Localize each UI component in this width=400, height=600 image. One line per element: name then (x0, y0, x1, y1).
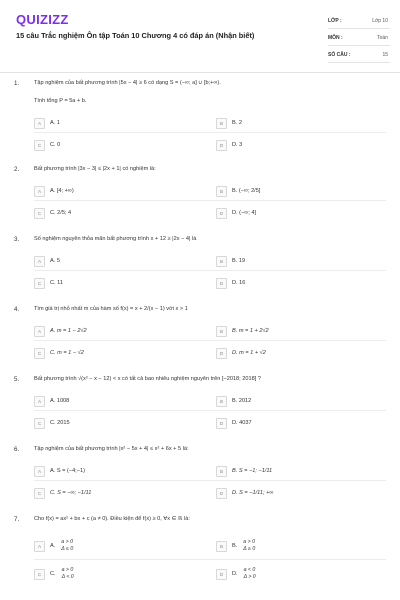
option-letter: D (216, 348, 227, 359)
option-letter: B (216, 118, 227, 129)
option-text: D. 3 (232, 142, 243, 148)
option-c[interactable] (34, 564, 74, 584)
divider (34, 340, 386, 341)
option-a[interactable] (34, 184, 74, 198)
option-letter: A (34, 118, 45, 129)
option-text: C. 0 (50, 142, 61, 148)
condition-line: Δ ≤ 0 (61, 546, 74, 552)
option-text: C. m = 1 − √2 (50, 350, 84, 356)
option-text: B. 2 (232, 120, 242, 126)
option-c[interactable] (34, 276, 63, 290)
header (0, 0, 400, 73)
question-text: Tập nghiệm của bất phương trình |x² − 5x + 4| ≤ x² + 6x + 5 là: (34, 446, 189, 452)
option-b[interactable] (216, 254, 245, 268)
option-letter: C (34, 278, 45, 289)
option-letter: B (216, 466, 227, 477)
option-letter: C (34, 208, 45, 219)
question-text: Tập nghiệm của bất phương trình |5x − 4| ≥ 6 có dạng S = (−∞; a] ∪ [b;+∞). (34, 80, 221, 86)
option-b[interactable] (216, 536, 255, 556)
option-a[interactable] (34, 116, 60, 130)
option-d[interactable] (216, 206, 256, 220)
option-letter: D (216, 488, 227, 499)
option-condition-stack (62, 567, 74, 581)
option-d[interactable] (216, 276, 245, 290)
meta-row-subject (328, 31, 390, 46)
option-d[interactable] (216, 416, 252, 430)
question-text: Tìm giá trị nhỏ nhất m của hàm số f(x) = x + 2/(x − 1) với x > 1 (34, 306, 188, 312)
quizizz-logo[interactable]: QUIZIZZ (16, 12, 69, 27)
option-letter: B (216, 256, 227, 267)
option-text: C. 2/5; 4 (50, 210, 72, 216)
option-a[interactable] (34, 254, 60, 268)
option-text: A. m = 1 − 2√2 (50, 328, 87, 334)
option-text: A. 1 (50, 120, 60, 126)
option-b[interactable] (216, 116, 242, 130)
meta-label: LỚP : (328, 18, 342, 24)
option-c[interactable] (34, 206, 71, 220)
condition-line: a > 0 (243, 539, 255, 546)
option-letter: D (216, 278, 227, 289)
option-d[interactable] (216, 138, 242, 152)
question-number: 4. (14, 306, 20, 313)
option-letter: A (34, 326, 45, 337)
option-text: B. 19 (232, 258, 246, 264)
option-a[interactable] (34, 324, 87, 338)
option-letter: D (216, 140, 227, 151)
question-text: Cho f(x) = ax² + bx + c (a ≠ 0). Điều kiện để f(x) ≥ 0, ∀x ∈ ℝ là: (34, 516, 190, 522)
meta-label: SỐ CÂU : (328, 52, 351, 58)
option-text: D. (−∞; 4] (232, 210, 257, 216)
option-letter: C (34, 418, 45, 429)
option-text: B. (232, 543, 238, 549)
option-a[interactable] (34, 536, 73, 556)
meta-table (328, 14, 390, 65)
option-b[interactable] (216, 324, 269, 338)
divider (34, 559, 386, 560)
option-letter: C (34, 488, 45, 499)
condition-line: Δ ≥ 0 (243, 546, 256, 552)
option-letter: B (216, 396, 227, 407)
question-text: Bất phương trình √(x² − x − 12) < x có tất cả bao nhiêu nghiệm nguyên trên [−2018; 2018] ? (34, 376, 261, 382)
question-number: 7. (14, 516, 20, 523)
option-letter: C (34, 140, 45, 151)
option-text: B. (−∞; 2/5] (232, 188, 261, 194)
option-letter: A (34, 396, 45, 407)
option-letter: B (216, 326, 227, 337)
condition-line: a > 0 (61, 539, 73, 546)
option-text: B. m = 1 + 2√2 (232, 328, 269, 334)
question-number: 6. (14, 446, 20, 453)
option-b[interactable] (216, 184, 260, 198)
option-text: B. S = −1; −1/11 (232, 468, 273, 474)
divider (34, 270, 386, 271)
option-a[interactable] (34, 464, 85, 478)
question-text: Bất phương trình |3x − 3| ≤ |2x + 1| có nghiệm là: (34, 166, 156, 172)
condition-line: a < 0 (243, 567, 256, 574)
option-letter: D (216, 569, 227, 580)
option-letter: A (34, 541, 45, 552)
meta-row-class (328, 14, 390, 29)
meta-label: MÔN : (328, 35, 343, 41)
option-letter: A (34, 466, 45, 477)
option-d[interactable] (216, 564, 256, 584)
divider (34, 200, 386, 201)
option-text: D. m = 1 + √2 (232, 350, 266, 356)
option-letter: C (34, 348, 45, 359)
question-number: 2. (14, 166, 20, 173)
option-text: A. 5 (50, 258, 60, 264)
question-number: 3. (14, 236, 20, 243)
option-letter: B (216, 186, 227, 197)
option-text: A. (50, 543, 56, 549)
option-letter: D (216, 208, 227, 219)
option-text: D. S = −1/11; +∞ (232, 490, 274, 496)
option-d[interactable] (216, 346, 266, 360)
question-number: 1. (14, 80, 20, 87)
option-letter: B (216, 541, 227, 552)
option-c[interactable] (34, 486, 91, 500)
option-c[interactable] (34, 416, 70, 430)
option-letter: C (34, 569, 45, 580)
option-text: D. 16 (232, 280, 246, 286)
option-text: A. [4; +∞) (50, 188, 74, 194)
option-text: C. S = −∞; −1/11 (50, 490, 92, 496)
meta-row-count (328, 48, 390, 63)
option-condition-stack (244, 567, 256, 581)
option-b[interactable] (216, 394, 251, 408)
option-text: A. 1008 (50, 398, 70, 404)
condition-line: Δ > 0 (243, 574, 256, 580)
option-letter: A (34, 186, 45, 197)
option-text: C. 2015 (50, 420, 70, 426)
question-subtext: Tính tổng P = 5a + b. (34, 98, 87, 104)
condition-line: Δ < 0 (61, 574, 74, 580)
question-number: 5. (14, 376, 20, 383)
option-c[interactable] (34, 346, 84, 360)
option-letter: D (216, 418, 227, 429)
meta-value: Toán (377, 35, 388, 41)
option-text: D. 4037 (232, 420, 252, 426)
meta-value: 15 (382, 52, 388, 58)
option-c[interactable] (34, 138, 60, 152)
question-text: Số nghiệm nguyên thỏa mãn bất phương trình x + 12 ≥ |2x − 4| là (34, 236, 197, 242)
option-text: A. S = (−4;−1) (50, 468, 85, 474)
option-text: D. (232, 571, 238, 577)
divider (34, 132, 386, 133)
option-condition-stack (243, 539, 255, 553)
divider (34, 480, 386, 481)
option-d[interactable] (216, 486, 273, 500)
option-text: C. 11 (50, 280, 63, 286)
option-text: C. (50, 571, 56, 577)
option-text: B. 2012 (232, 398, 252, 404)
divider (34, 410, 386, 411)
option-condition-stack (61, 539, 73, 553)
meta-value: Lớp 10 (372, 18, 388, 24)
condition-line: a > 0 (61, 567, 74, 574)
option-b[interactable] (216, 464, 272, 478)
option-a[interactable] (34, 394, 69, 408)
option-letter: A (34, 256, 45, 267)
document-title: 15 câu Trắc nghiệm Ôn tập Toán 10 Chương 4 có đáp án (Nhận biết) (16, 31, 255, 40)
